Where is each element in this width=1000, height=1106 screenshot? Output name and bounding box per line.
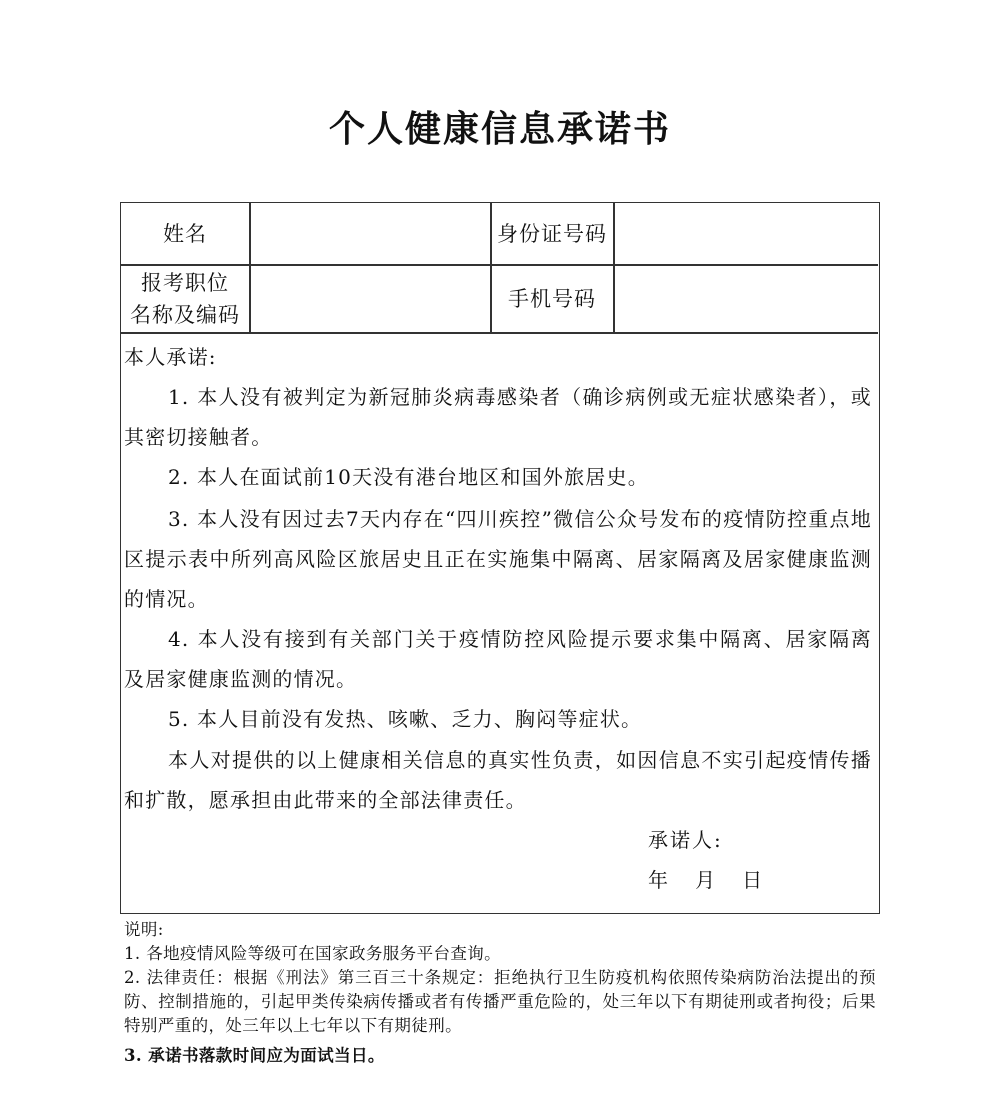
note-item-1: 1. 各地疫情风险等级可在国家政务服务平台查询。 [124,944,502,963]
notes-heading: 说明: [124,920,164,939]
id-number-label: 身份证号码 [497,221,607,246]
date-label: 年 月 日 [648,868,765,892]
document-title: 个人健康信息承诺书 [328,109,671,150]
phone-label: 手机号码 [508,286,596,311]
name-label: 姓名 [163,221,207,246]
note-item-3: 3. 承诺书落款时间应为面试当日。 [124,1046,385,1065]
pledge-item-1: 1. 本人没有被判定为新冠肺炎病毒感染者（确诊病例或无症状感染者），或其密切接触者。 [124,385,872,449]
pledge-heading: 本人承诺: [124,345,217,369]
position-field[interactable] [251,265,490,332]
signer-label: 承诺人: [648,828,723,852]
position-label [121,265,249,332]
pledge-item-4: 4. 本人没有接到有关部门关于疫情防控风险提示要求集中隔离、居家隔离及居家健康监测的情况。 [124,627,872,691]
pledge-item-5: 5. 本人目前没有发热、咳嗽、乏力、胸闷等症状。 [168,707,643,731]
row-divider-2 [121,332,878,334]
responsibility-statement: 本人对提供的以上健康相关信息的真实性负责，如因信息不实引起疫情传播和扩散，愿承担由此带来的全部法律责任。 [124,748,872,812]
pledge-item-3: 3. 本人没有因过去7天内存在“四川疾控”微信公众号发布的疫情防控重点地区提示表中所列高风险区旅居史且正在实施集中隔离、居家隔离及居家健康监测的情况。 [124,507,872,611]
pledge-item-2: 2. 本人在面试前10天没有港台地区和国外旅居史。 [168,465,649,489]
phone-field[interactable] [615,265,878,332]
name-field[interactable] [251,203,490,264]
position-label-line1: 报考职位 [141,270,229,295]
note-item-2: 2. 法律责任：根据《刑法》第三百三十条规定：拒绝执行卫生防疫机构依照传染病防治法提出的预防、控制措施的，引起甲类传染病传播或者有传播严重危险的，处三年以下有期徒刑或者拘役；后果特别严重的，处三年以上七年以下有期徒刑。 [124,968,876,1035]
id-number-field[interactable] [615,203,878,264]
position-label-line2: 名称及编码 [130,302,240,327]
